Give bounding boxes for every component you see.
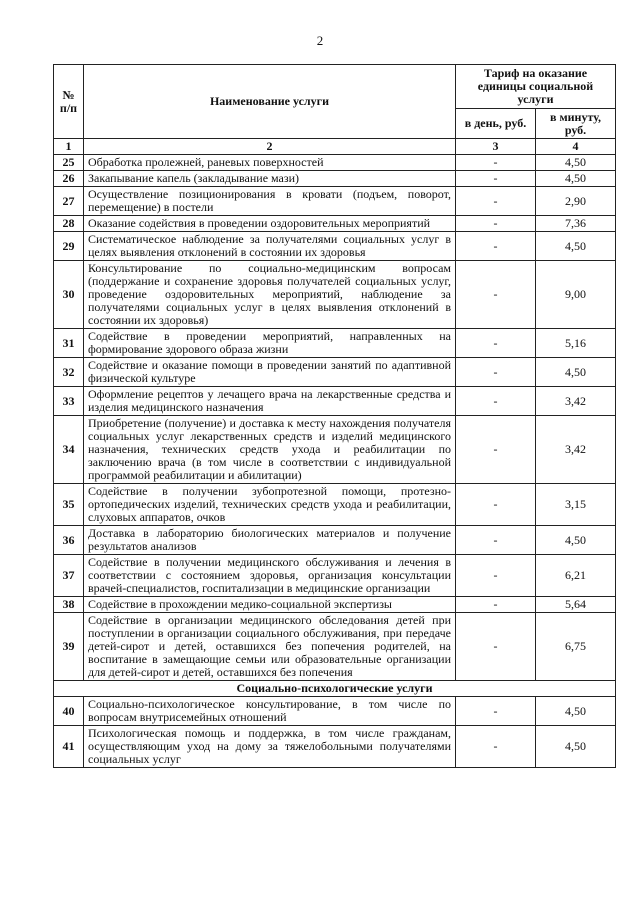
service-name: Осуществление позиционирования в кровати (подъем, поворот, перемещение) в постели [84, 187, 456, 216]
section-row [54, 681, 616, 697]
tariff-per-minute: 5,64 [536, 597, 616, 613]
table-row [54, 416, 616, 484]
tariff-per-minute: 9,00 [536, 261, 616, 329]
tariff-per-day: - [456, 387, 536, 416]
table-row [54, 555, 616, 597]
service-name: Приобретение (получение) и доставка к месту нахождения получателя социальных услуг лекарственных средств и изделий медицинского назначения, технических средств ухода и реабилитации по заключению врача (в том числе в соответствии с индивидуальной программой реабилитации и абилитации) [84, 416, 456, 484]
tariff-per-day: - [456, 555, 536, 597]
table-row [54, 232, 616, 261]
table-body-2 [54, 697, 616, 768]
tariff-per-day: - [456, 155, 536, 171]
tariff-per-day: - [456, 216, 536, 232]
tariff-per-minute: 4,50 [536, 171, 616, 187]
page-number: 2 [316, 33, 324, 48]
service-name: Оформление рецептов у лечащего врача на лекарственные средства и изделия медицинского назначения [84, 387, 456, 416]
service-name: Содействие в организации медицинского обследования детей при поступлении в организации социального обслуживания, при передаче детей-сирот и детей, оставшихся без попечения родителей, на воспитание в замещающие семьи или образовательные организации для детей-сирот и детей, оставшихся без попечения [84, 613, 456, 681]
service-name: Содействие и оказание помощи в проведении занятий по адаптивной физической культуре [84, 358, 456, 387]
tariff-per-minute: 4,50 [536, 697, 616, 726]
service-name: Консультирование по социально-медицинским вопросам (поддержание и сохранение здоровья получателей социальных услуг, проведение оздоровительных мероприятий, наблюдение за получателями социальных услуг в целях выявления отклонений в состоянии их здоровья) [84, 261, 456, 329]
service-name: Обработка пролежней, раневых поверхностей [84, 155, 456, 171]
service-name: Психологическая помощь и поддержка, в том числе гражданам, осуществляющим уход на дому за тяжелобольными получателями социальных услуг [84, 726, 456, 768]
tariff-per-day: - [456, 526, 536, 555]
service-name: Социально-психологическое консультирование, в том числе по вопросам внутрисемейных отношений [84, 697, 456, 726]
row-number: 27 [54, 187, 84, 216]
service-name: Закапывание капель (закладывание мази) [84, 171, 456, 187]
tariff-per-minute: 4,50 [536, 526, 616, 555]
column-number-row [54, 139, 616, 155]
row-number: 39 [54, 613, 84, 681]
table-row [54, 597, 616, 613]
tariff-per-minute: 4,50 [536, 358, 616, 387]
service-name: Систематическое наблюдение за получателями социальных услуг в целях выявления отклонений в состоянии их здоровья [84, 232, 456, 261]
header-num: № п/п [54, 65, 84, 139]
row-number: 34 [54, 416, 84, 484]
tariff-per-minute: 4,50 [536, 726, 616, 768]
row-number: 40 [54, 697, 84, 726]
row-number: 30 [54, 261, 84, 329]
table-row [54, 216, 616, 232]
tariff-per-day: - [456, 484, 536, 526]
table-row [54, 613, 616, 681]
table-row [54, 526, 616, 555]
table-row [54, 261, 616, 329]
service-name: Содействие в получении зубопротезной помощи, протезно-ортопедических изделий, технических средств ухода и реабилитации, слуховых аппаратов, очков [84, 484, 456, 526]
row-number: 37 [54, 555, 84, 597]
tariff-per-minute: 6,21 [536, 555, 616, 597]
table-body [54, 155, 616, 681]
row-number: 35 [54, 484, 84, 526]
service-name: Содействие в проведении мероприятий, направленных на формирование здорового образа жизни [84, 329, 456, 358]
tariff-per-minute: 5,16 [536, 329, 616, 358]
table-row [54, 358, 616, 387]
tariff-per-day: - [456, 171, 536, 187]
row-number: 33 [54, 387, 84, 416]
tariff-per-minute: 3,42 [536, 416, 616, 484]
tariff-per-minute: 3,42 [536, 387, 616, 416]
tariff-per-minute: 2,90 [536, 187, 616, 216]
header-tariff: Тариф на оказание единицы социальной услуги [456, 65, 616, 109]
row-number: 36 [54, 526, 84, 555]
tariff-per-minute: 7,36 [536, 216, 616, 232]
tariff-per-day: - [456, 329, 536, 358]
tariff-table [53, 64, 616, 768]
header-per-minute: в минуту, руб. [536, 109, 616, 139]
row-number: 31 [54, 329, 84, 358]
table-row [54, 155, 616, 171]
row-number: 38 [54, 597, 84, 613]
section-title: Социально-психологические услуги [54, 681, 616, 697]
tariff-per-day: - [456, 697, 536, 726]
column-number: 1 [54, 139, 84, 155]
column-number: 2 [84, 139, 456, 155]
service-name: Оказание содействия в проведении оздоровительных мероприятий [84, 216, 456, 232]
tariff-per-day: - [456, 232, 536, 261]
row-number: 32 [54, 358, 84, 387]
header-per-day: в день, руб. [456, 109, 536, 139]
service-name: Содействие в прохождении медико-социальной экспертизы [84, 597, 456, 613]
column-number: 4 [536, 139, 616, 155]
header-row [54, 65, 616, 109]
tariff-per-day: - [456, 187, 536, 216]
tariff-per-day: - [456, 613, 536, 681]
tariff-per-day: - [456, 358, 536, 387]
table-row [54, 329, 616, 358]
tariff-per-day: - [456, 597, 536, 613]
table-row [54, 484, 616, 526]
row-number: 26 [54, 171, 84, 187]
service-name: Содействие в получении медицинского обслуживания и лечения в соответствии с состоянием здоровья, организация консультации врачей-специалистов, госпитализации в медицинские организации [84, 555, 456, 597]
tariff-per-minute: 3,15 [536, 484, 616, 526]
row-number: 28 [54, 216, 84, 232]
column-number: 3 [456, 139, 536, 155]
tariff-per-day: - [456, 261, 536, 329]
table-row [54, 187, 616, 216]
header-name: Наименование услуги [84, 65, 456, 139]
tariff-per-minute: 6,75 [536, 613, 616, 681]
table-row [54, 387, 616, 416]
table-row [54, 697, 616, 726]
row-number: 41 [54, 726, 84, 768]
table-row [54, 171, 616, 187]
service-name: Доставка в лабораторию биологических материалов и получение результатов анализов [84, 526, 456, 555]
table-row [54, 726, 616, 768]
tariff-per-minute: 4,50 [536, 232, 616, 261]
tariff-per-minute: 4,50 [536, 155, 616, 171]
row-number: 29 [54, 232, 84, 261]
tariff-per-day: - [456, 416, 536, 484]
tariff-per-day: - [456, 726, 536, 768]
row-number: 25 [54, 155, 84, 171]
